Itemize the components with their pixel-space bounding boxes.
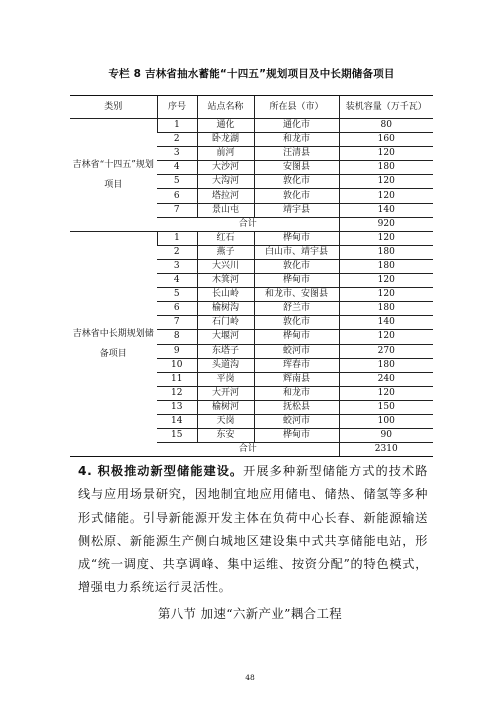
- station-cell: 大堰河: [197, 330, 254, 344]
- index-cell: 4: [157, 274, 197, 288]
- county-cell: 敦化市: [254, 175, 339, 189]
- capacity-cell: 120: [339, 175, 433, 189]
- capacity-cell: 120: [339, 330, 433, 344]
- capacity-cell: 120: [339, 189, 433, 203]
- station-cell: 天岗: [197, 414, 254, 428]
- station-cell: 红石: [197, 231, 254, 245]
- station-cell: 石门岭: [197, 316, 254, 330]
- capacity-cell: 150: [339, 400, 433, 414]
- capacity-cell: 180: [339, 358, 433, 372]
- county-cell: 辉南县: [254, 372, 339, 386]
- header-station: 站点名称: [197, 96, 254, 119]
- station-cell: 通化: [197, 119, 254, 133]
- county-cell: 和龙市: [254, 386, 339, 400]
- total-label: 合计: [157, 443, 339, 457]
- station-cell: 塔拉河: [197, 189, 254, 203]
- county-cell: 桦甸市: [254, 274, 339, 288]
- index-cell: 7: [157, 316, 197, 330]
- county-cell: 靖宇县: [254, 203, 339, 217]
- table-body: [70, 119, 433, 457]
- county-cell: 蛟河市: [254, 414, 339, 428]
- capacity-cell: 120: [339, 386, 433, 400]
- station-cell: 卧龙湖: [197, 133, 254, 147]
- index-cell: 5: [157, 288, 197, 302]
- capacity-cell: 180: [339, 161, 433, 175]
- county-cell: 抚松县: [254, 400, 339, 414]
- index-cell: 11: [157, 372, 197, 386]
- capacity-cell: 140: [339, 316, 433, 330]
- station-cell: 榆树河: [197, 400, 254, 414]
- station-cell: 平岗: [197, 372, 254, 386]
- table-header-row: [70, 96, 433, 119]
- paragraph-lead: 4. 积极推动新型储能建设。: [78, 464, 244, 478]
- index-cell: 6: [157, 302, 197, 316]
- box-title: 专栏 8 吉林省抽水蓄能“十四五”规划项目及中长期储备项目: [108, 68, 395, 80]
- capacity-cell: 80: [339, 119, 433, 133]
- county-cell: 和龙市、安图县: [254, 288, 339, 302]
- county-cell: 汪清县: [254, 147, 339, 161]
- section-title: 第八节 加速“六新产业”耦合工程: [157, 606, 343, 621]
- pumped-storage-table: [70, 95, 433, 457]
- capacity-cell: 120: [339, 288, 433, 302]
- index-cell: 7: [157, 203, 197, 217]
- county-cell: 桦甸市: [254, 330, 339, 344]
- paragraph-body: 开展多种新型储能方式的技术路线与应用场景研究，因地制宜地应用储电、储热、储氢等多种形式储能。引导新能源开发主体在负荷中心长春、新能源输送侧松原、新能源生产侧白城地区建设集中式共享储能电站，形成“统一调度、共享调峰、集中运维、按资分配”的特色模式，增强电力系统运行灵活性。: [78, 464, 428, 595]
- index-cell: 9: [157, 344, 197, 358]
- station-cell: 燕子: [197, 245, 254, 259]
- index-cell: 3: [157, 147, 197, 161]
- station-cell: 头道沟: [197, 358, 254, 372]
- station-cell: 前河: [197, 147, 254, 161]
- county-cell: 珲春市: [254, 358, 339, 372]
- capacity-cell: 90: [339, 429, 433, 443]
- capacity-cell: 270: [339, 344, 433, 358]
- county-cell: 舒兰市: [254, 302, 339, 316]
- category-cell: 吉林省中长期规划储备项目: [70, 231, 157, 457]
- index-cell: 15: [157, 429, 197, 443]
- capacity-cell: 160: [339, 133, 433, 147]
- index-cell: 14: [157, 414, 197, 428]
- county-cell: 敦化市: [254, 189, 339, 203]
- county-cell: 安图县: [254, 161, 339, 175]
- header-category: 类别: [70, 96, 157, 119]
- index-cell: 1: [157, 119, 197, 133]
- index-cell: 6: [157, 189, 197, 203]
- station-cell: 东安: [197, 429, 254, 443]
- header-capacity: 装机容量（万千瓦）: [339, 96, 433, 119]
- county-cell: 蛟河市: [254, 344, 339, 358]
- county-cell: 敦化市: [254, 316, 339, 330]
- index-cell: 5: [157, 175, 197, 189]
- index-cell: 10: [157, 358, 197, 372]
- capacity-cell: 140: [339, 203, 433, 217]
- capacity-cell: 180: [339, 259, 433, 273]
- county-cell: 白山市、靖宇县: [254, 245, 339, 259]
- county-cell: 敦化市: [254, 259, 339, 273]
- index-cell: 8: [157, 330, 197, 344]
- index-cell: 2: [157, 245, 197, 259]
- station-cell: 榆树沟: [197, 302, 254, 316]
- station-cell: 木箕河: [197, 274, 254, 288]
- table-row: [70, 231, 433, 245]
- station-cell: 东塔子: [197, 344, 254, 358]
- index-cell: 3: [157, 259, 197, 273]
- capacity-cell: 120: [339, 231, 433, 245]
- county-cell: 和龙市: [254, 133, 339, 147]
- capacity-cell: 180: [339, 302, 433, 316]
- county-cell: 通化市: [254, 119, 339, 133]
- county-cell: 桦甸市: [254, 231, 339, 245]
- station-cell: 大沙河: [197, 161, 254, 175]
- total-value: 920: [339, 217, 433, 231]
- station-cell: 大沟河: [197, 175, 254, 189]
- capacity-cell: 180: [339, 245, 433, 259]
- total-value: 2310: [339, 443, 433, 457]
- station-cell: 长山岭: [197, 288, 254, 302]
- capacity-cell: 120: [339, 147, 433, 161]
- station-cell: 大兴川: [197, 259, 254, 273]
- header-county: 所在县（市）: [254, 96, 339, 119]
- total-label: 合计: [157, 217, 339, 231]
- station-cell: 大开河: [197, 386, 254, 400]
- station-cell: 景山屯: [197, 203, 254, 217]
- index-cell: 4: [157, 161, 197, 175]
- storage-paragraph: [78, 460, 428, 600]
- index-cell: 13: [157, 400, 197, 414]
- index-cell: 12: [157, 386, 197, 400]
- page-number: 48: [245, 673, 255, 682]
- index-cell: 1: [157, 231, 197, 245]
- header-index: 序号: [157, 96, 197, 119]
- county-cell: 桦甸市: [254, 429, 339, 443]
- capacity-cell: 120: [339, 274, 433, 288]
- capacity-cell: 100: [339, 414, 433, 428]
- capacity-cell: 240: [339, 372, 433, 386]
- table-row: [70, 119, 433, 133]
- category-cell: 吉林省“十四五”规划项目: [70, 119, 157, 232]
- index-cell: 2: [157, 133, 197, 147]
